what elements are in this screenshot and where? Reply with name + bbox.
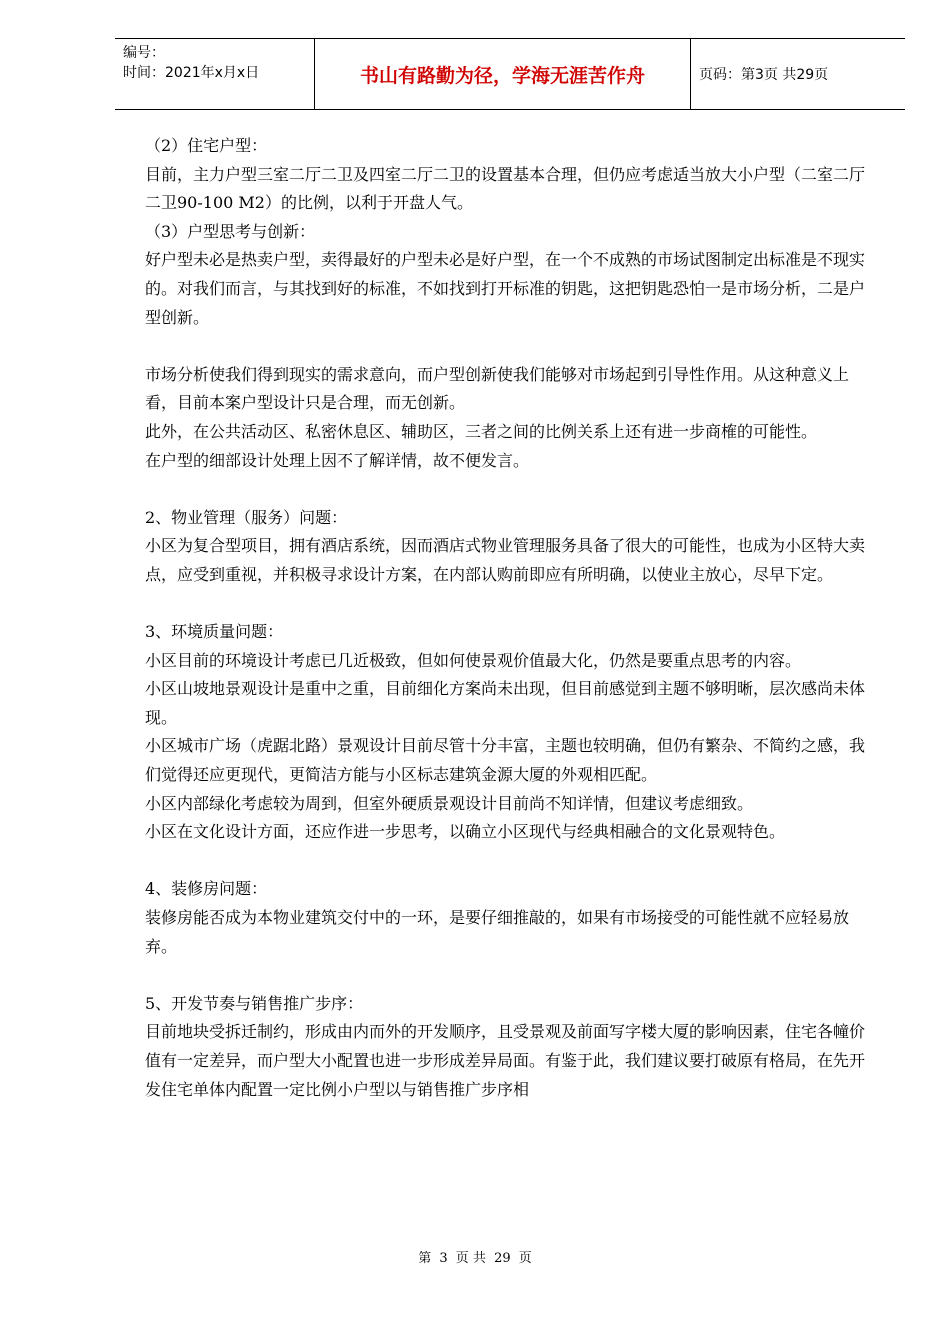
paragraph: 小区目前的环境设计考虑已几近极致，但如何使景观价值最大化，仍然是要重点思考的内容。: [145, 650, 802, 670]
footer-suffix: 页: [518, 1251, 532, 1266]
paragraph-gap: [145, 475, 875, 504]
paragraph: 在户型的细部设计处理上因不了解详情，故不便发言。: [145, 450, 530, 470]
paragraph: 小区城市广场（虎踞北路）景观设计目前尽管十分丰富，主题也较明确，但仍有繁杂、不简约之感，我们觉得还应更现代，更简洁方能与小区标志建筑金源大厦的外观相匹配。: [145, 736, 866, 785]
paragraph: （3）户型思考与创新：: [145, 221, 316, 241]
footer-page-number: 3: [439, 1251, 448, 1266]
paragraph: 3、环境质量问题：: [145, 622, 284, 642]
paragraph-gap: [145, 332, 875, 361]
footer-prefix: 第: [418, 1251, 432, 1266]
paragraph: 装修房能否成为本物业建筑交付中的一环，是要仔细推敲的，如果有市场接受的可能性就不应轻易放弃。: [145, 908, 850, 956]
paragraph-gap: [145, 590, 875, 619]
paragraph-gap: [145, 847, 875, 876]
footer-total-pages: 29: [494, 1251, 511, 1266]
footer-mid: 页 共: [455, 1251, 486, 1266]
paragraph: 好户型未必是热卖户型，卖得最好的户型未必是好户型，在一个不成熟的市场试图制定出标准是不现实的。对我们而言，与其找到好的标准，不如找到打开标准的钥匙，这把钥匙恐怕一是市场分析，二是户型创新。: [145, 250, 866, 327]
paragraph: 小区内部绿化考虑较为周到，但室外硬质景观设计目前尚不知详情，但建议考虑细致。: [145, 793, 754, 813]
paragraph: 目前，主力户型三室二厅二卫及四室二厅二卫的设置基本合理，但仍应考虑适当放大小户型（二室二厅二卫90-100 M2）的比例，以利于开盘人气。: [145, 164, 866, 213]
paragraph: 5、开发节奏与销售推广步序：: [145, 993, 364, 1013]
paragraph: 小区山坡地景观设计是重中之重，目前细化方案尚未出现，但目前感觉到主题不够明晰，层次感尚未体现。: [145, 679, 866, 727]
header-time-label: 时间：2021年x月x日: [123, 65, 260, 81]
paragraph: 市场分析使我们得到现实的需求意向，而户型创新使我们能够对市场起到引导性作用。从这种意义上看，目前本案户型设计只是合理，而无创新。: [145, 364, 850, 413]
header-number-label: 编号：: [123, 45, 165, 61]
page-header: [115, 38, 905, 110]
header-motto: 书山有路勤为径，学海无涯苦作舟: [315, 39, 691, 109]
paragraph: 小区在文化设计方面，还应作进一步思考，以确立小区现代与经典相融合的文化景观特色。: [145, 822, 786, 842]
paragraph: 目前地块受拆迁制约，形成由内而外的开发顺序，且受景观及前面写字楼大厦的影响因素，住宅各幢价值有一定差异，而户型大小配置也进一步形成差异局面。有鉴于此，我们建议要打破原有格局，在先开发住宅单体内配置一定比例小户型以与销售推广步序相: [145, 1022, 866, 1099]
paragraph-gap: [145, 961, 875, 990]
paragraph: 2、物业管理（服务）问题：: [145, 507, 348, 527]
paragraph: 此外，在公共活动区、私密休息区、辅助区，三者之间的比例关系上还有进一步商榷的可能性。: [145, 421, 818, 441]
document-body: [145, 132, 875, 1104]
page-footer: [0, 1247, 950, 1266]
paragraph: 4、装修房问题：: [145, 879, 268, 899]
header-page-code: 页码：第3页 共29页: [699, 67, 829, 83]
header-meta: [115, 39, 315, 109]
paragraph: （2）住宅户型：: [145, 136, 268, 155]
paragraph: 小区为复合型项目，拥有酒店系统，因而酒店式物业管理服务具备了很大的可能性，也成为小区特大卖点，应受到重视，并积极寻求设计方案，在内部认购前即应有所明确，以使业主放心，尽早下定。: [145, 536, 866, 584]
